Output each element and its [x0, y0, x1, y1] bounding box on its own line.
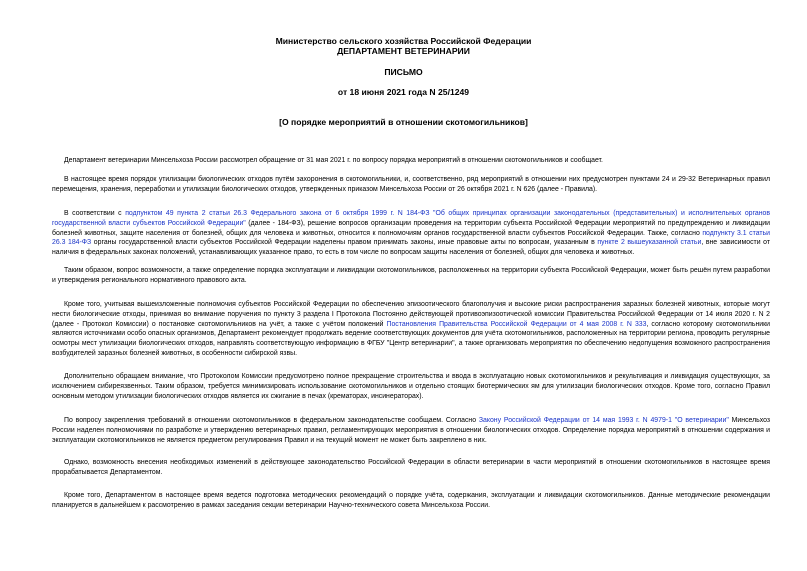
text-fragment: Кроме того, учитывая вышеизложенные полномочия субъектов Российской Федерации по обеспечению эпизоотического благополучия и высокие риски распространения заразных болезней животных, которые могут нести биологические отходы, принимая во внимание поручения по пункту 3 раздела I Протокола Постоянно действующей противоэпизоотической комиссии Правительства Российской Федерации от 14 июля 2020 г. N 2 (далее - Протокол Комиссии) о постановке скотомогильников на учёт, а также с учётом положений — [52, 301, 770, 328]
government-decree-333-link[interactable]: Постановления Правительства Российской Федерации от 4 мая 2008 г. N 333 — [386, 320, 647, 328]
law-on-veterinary-link[interactable]: Закону Российской Федерации от 14 мая 1993 г. N 4979-1 "О ветеринарии" — [478, 417, 729, 424]
paragraph-9: Кроме того, Департаментом в настоящее время ведется подготовка методических рекомендаций о порядке учёта, содержания, эксплуатации и ликвидации скотомогильников. Данные методические рекомендации планируется в дальнейшем к рассмотрению в рамках заседания секции ветеринарии Научно-технического совета Минсельхоза России. — [52, 492, 770, 509]
text-fragment: По вопросу закрепления требований в отношении скотомогильников в федеральном законодательстве сообщаем. Согласно — [64, 417, 479, 424]
text-fragment: органы государственной власти субъектов Российской Федерации наделены правом принимать законы, иные правовые акты по вопросам, указанным в — [91, 239, 598, 247]
ministry-title: Министерство сельского хозяйства Российской Федерации — [275, 36, 532, 46]
law-184-fz-link[interactable]: подпунктом 49 пункта 2 статьи 26.3 Федерального закона от 6 октября 1999 г. N 184-ФЗ "Об общих принципах организации законодательных (представительных) и исполнительных органов государственной власти субъектов Российской Федерации" — [52, 210, 771, 227]
document-type: ПИСЬМО — [384, 67, 423, 77]
document-subject: [О порядке мероприятий в отношении скотомогильников] — [279, 117, 528, 127]
paragraph-7 — [52, 416, 770, 445]
paragraph-8: Однако, возможность внесения необходимых изменений в действующее законодательство Российской Федерации в области ветеринарии в части мероприятий в отношении скотомогильников в настоящее время прорабатывается Департаментом. — [52, 459, 770, 476]
text-fragment: Минсельхоз России наделен полномочиями по разработке и утверждению ветеринарных правил, регламентирующих мероприятия в отношении биологических отходов. Определение порядка мероприятий в отношении содержания и эксплуатации скотомогильников не является предметом регулирования Правил и на текущий момент не может быть закреплено в них. — [52, 417, 771, 444]
article-paragraph-2-link[interactable]: пункте 2 вышеуказанной статьи — [597, 239, 702, 247]
subparagraph-3-1-link[interactable]: подпункту 3.1 статьи 26.3 184-ФЗ — [52, 229, 770, 247]
department-title: ДЕПАРТАМЕНТ ВЕТЕРИНАРИИ — [337, 46, 470, 56]
text-fragment: , согласно которому скотомогильники являются источниками особо опасных организмов, Департамент рекомендует продолжать ведение соответствующих документов для учёта скотомогильников, расположенных на территории региона, проводить регулярные осмотры мест утилизации биологических отходов, направлять соответствующую информацию в ФГБУ "Центр ветеринарии", а также организовать мероприятия по обеспечению недопущения возможного распространения возбудителей заразных болезней животных, в особенности сибирской язвы. — [52, 320, 770, 357]
text-fragment: (далее - 184-ФЗ), решение вопросов организации проведения на территории субъекта Российской Федерации мероприятий по предупреждению и ликвидации болезней животных, защите населения от болезней, общих для человека и животных, относится к полномочиям органов государственной власти субъектов Российской Федерации. Также, согласно — [52, 219, 771, 237]
paragraph-5 — [52, 300, 770, 359]
document-date-number: от 18 июня 2021 года N 25/1249 — [337, 87, 470, 97]
paragraph-4: Таким образом, вопрос возможности, а также определение порядка эксплуатации и ликвидации скотомогильников, расположенных на территории субъекта Российской Федерации, может быть решён путем разработки и утверждения регионального нормативного правового акта. — [52, 267, 770, 284]
paragraph-3 — [52, 209, 770, 258]
paragraph-6: Дополнительно обращаем внимание, что Протоколом Комиссии предусмотрено полное прекращение строительства и ввода в эксплуатацию новых скотомогильников и рекультивация и ликвидация существующих, за исключением сибиреязвенных. Таким образом, требуется минимизировать использование скотомогильников и отдельно стоящих биотермических ям для утилизации биологических отходов. Кроме того, согласно Правил основным методом утилизации биологических отходов является их сжигание в печах (крематорах, инсинераторах). — [52, 373, 770, 400]
paragraph-2: В настоящее время порядок утилизации биологических отходов путём захоронения в скотомогильники, и, соответственно, ряд мероприятий в отношении них предусмотрен пунктами 24 и 29-32 Ветеринарных правил перемещения, хранения, переработки и утилизации биологических отходов, утвержденных приказом Минсельхоза России от 26 октября 2021 г. N 626 (далее - Правила). — [52, 176, 770, 193]
text-fragment: , вне зависимости от наличия в федеральных законах положений, устанавливающих указанное право, то есть в том числе по вопросам защиты населения от болезней, общих для человека и животных. — [52, 239, 770, 257]
text-fragment: В соответствии с — [64, 210, 126, 217]
paragraph-1: Департамент ветеринарии Минсельхоза России рассмотрел обращение от 31 мая 2021 г. по вопросу порядка мероприятий в отношении скотомогильников и сообщает. — [64, 157, 603, 164]
